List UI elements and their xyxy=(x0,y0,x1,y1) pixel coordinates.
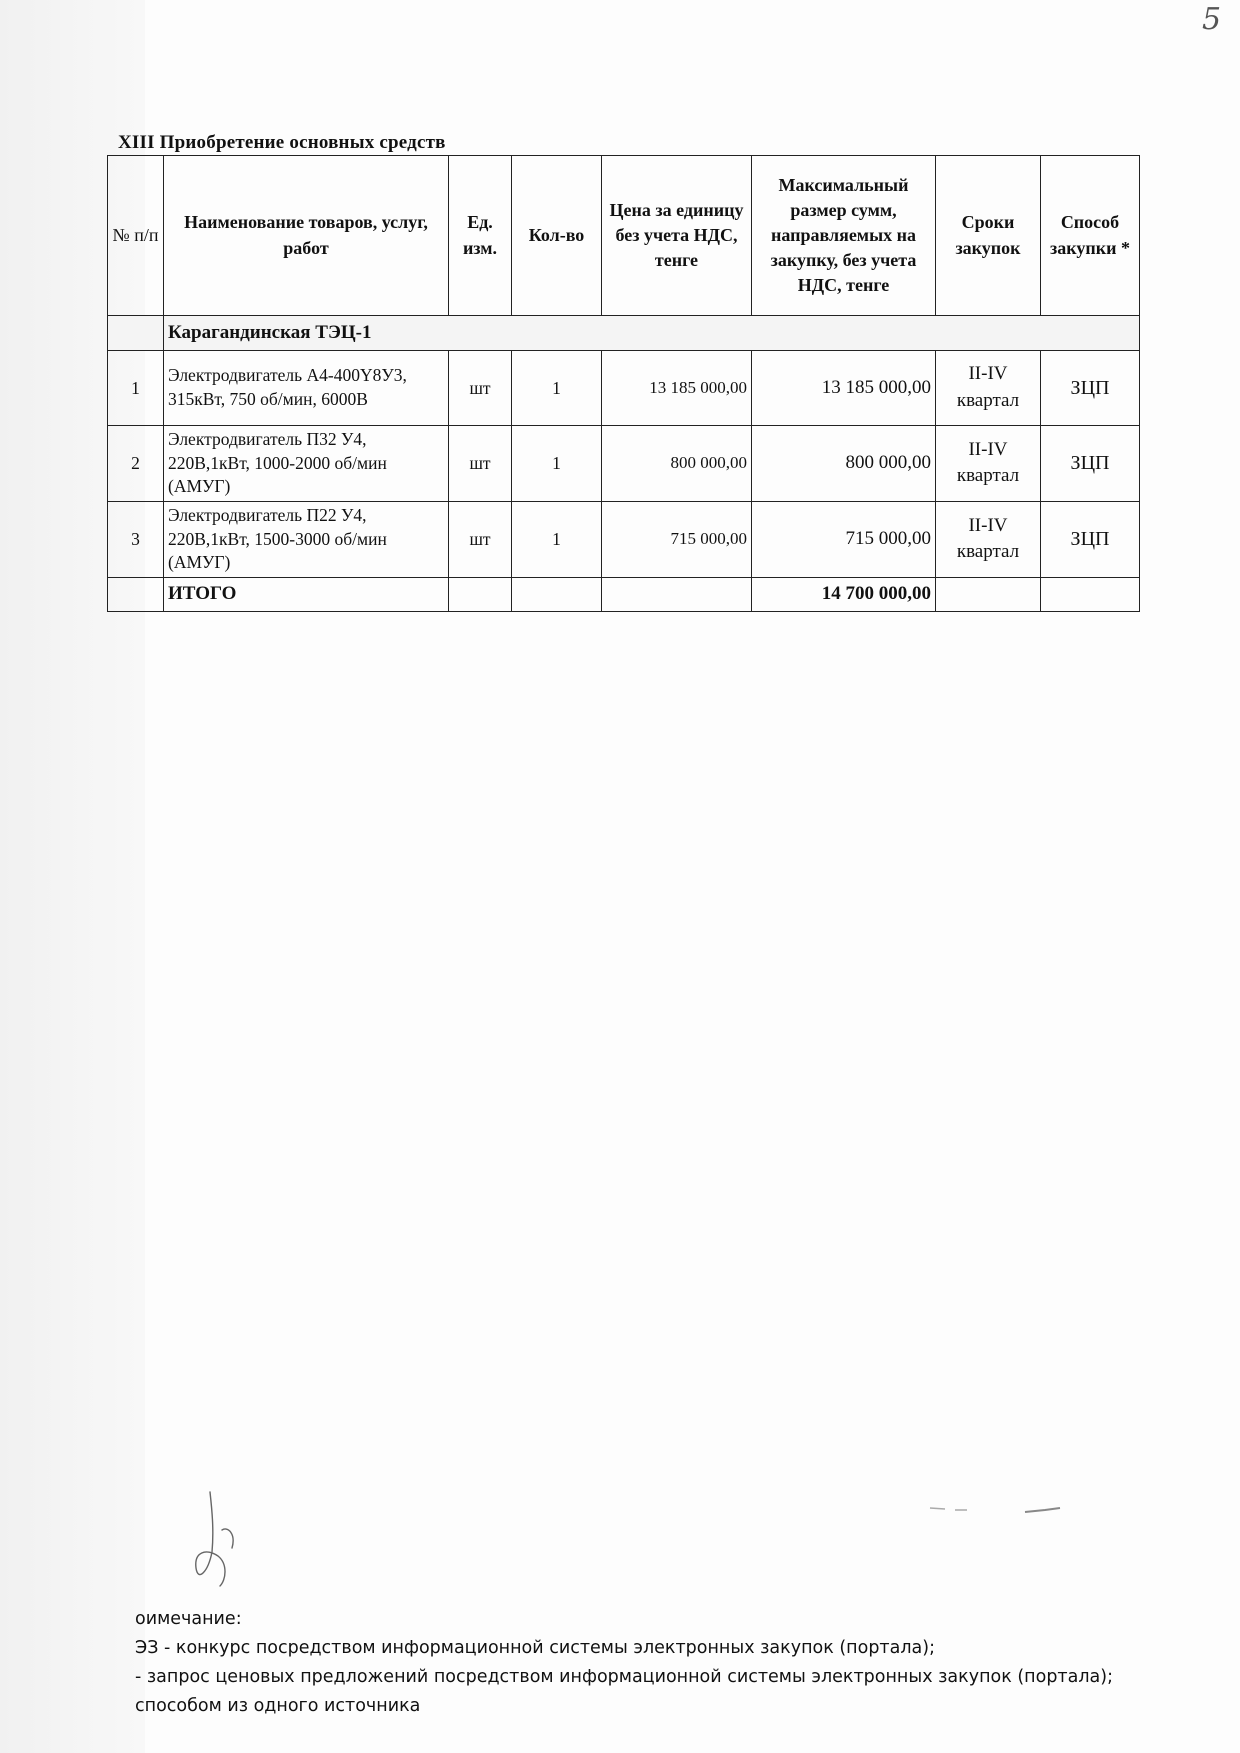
total-empty-cell xyxy=(1041,577,1140,611)
total-empty-cell xyxy=(449,577,512,611)
row-method: ЗЦП xyxy=(1041,426,1140,502)
page-number: 5 xyxy=(1202,2,1222,37)
row-period: II-IV квартал xyxy=(936,426,1041,502)
row-method: ЗЦП xyxy=(1041,501,1140,577)
table-row xyxy=(108,351,1140,426)
table-row xyxy=(108,426,1140,502)
header-unit: Ед. изм. xyxy=(449,156,512,316)
row-price: 715 000,00 xyxy=(602,501,752,577)
row-num: 1 xyxy=(108,351,164,426)
total-empty-cell xyxy=(512,577,602,611)
total-label: ИТОГО xyxy=(164,577,449,611)
row-qty: 1 xyxy=(512,351,602,426)
row-unit: шт xyxy=(449,501,512,577)
row-num: 3 xyxy=(108,501,164,577)
row-unit: шт xyxy=(449,426,512,502)
table-header-row xyxy=(108,156,1140,316)
scan-mark xyxy=(925,1500,1085,1520)
footnote-line: способом из одного источника xyxy=(135,1696,421,1716)
row-qty: 1 xyxy=(512,426,602,502)
header-price: Цена за единицу без учета НДС, тенге xyxy=(602,156,752,316)
table-row xyxy=(108,501,1140,577)
row-max-amount: 13 185 000,00 xyxy=(752,351,936,426)
footnote xyxy=(135,1605,1113,1721)
total-empty-cell xyxy=(108,577,164,611)
header-name: Наименование товаров, услуг, работ xyxy=(164,156,449,316)
total-empty-cell xyxy=(602,577,752,611)
total-row xyxy=(108,577,1140,611)
row-method: ЗЦП xyxy=(1041,351,1140,426)
row-name: Электродвигатель А4-400Y8У3, 315кВт, 750 об/мин, 6000В xyxy=(164,351,449,426)
row-max-amount: 715 000,00 xyxy=(752,501,936,577)
header-qty: Кол-во xyxy=(512,156,602,316)
footnote-line: ЭЗ - конкурс посредством информационной системы электронных закупок (портала); xyxy=(135,1638,935,1658)
row-name: Электродвигатель П32 У4, 220В,1кВт, 1000-2000 об/мин (АМУГ) xyxy=(164,426,449,502)
row-num: 2 xyxy=(108,426,164,502)
row-price: 13 185 000,00 xyxy=(602,351,752,426)
purchase-table xyxy=(107,155,1140,612)
footnote-line: - запрос ценовых предложений посредством информационной системы электронных закупок (портала); xyxy=(135,1667,1113,1687)
header-period: Сроки закупок xyxy=(936,156,1041,316)
row-name: Электродвигатель П22 У4, 220В,1кВт, 1500-3000 об/мин (АМУГ) xyxy=(164,501,449,577)
footnote-heading: оимечание: xyxy=(135,1609,242,1629)
row-period: II-IV квартал xyxy=(936,501,1041,577)
group-row xyxy=(108,316,1140,351)
row-period: II-IV квартал xyxy=(936,351,1041,426)
section-title: XIII Приобретение основных средств xyxy=(118,132,446,153)
row-max-amount: 800 000,00 xyxy=(752,426,936,502)
signature-mark xyxy=(192,1490,262,1590)
header-method: Способ закупки * xyxy=(1041,156,1140,316)
row-qty: 1 xyxy=(512,501,602,577)
row-price: 800 000,00 xyxy=(602,426,752,502)
group-label: Карагандинская ТЭЦ-1 xyxy=(164,316,1140,351)
header-num: № п/п xyxy=(108,156,164,316)
total-max-amount: 14 700 000,00 xyxy=(752,577,936,611)
group-empty-cell xyxy=(108,316,164,351)
header-max-amount: Максимальный размер сумм, направляемых на закупку, без учета НДС, тенге xyxy=(752,156,936,316)
total-empty-cell xyxy=(936,577,1041,611)
row-unit: шт xyxy=(449,351,512,426)
